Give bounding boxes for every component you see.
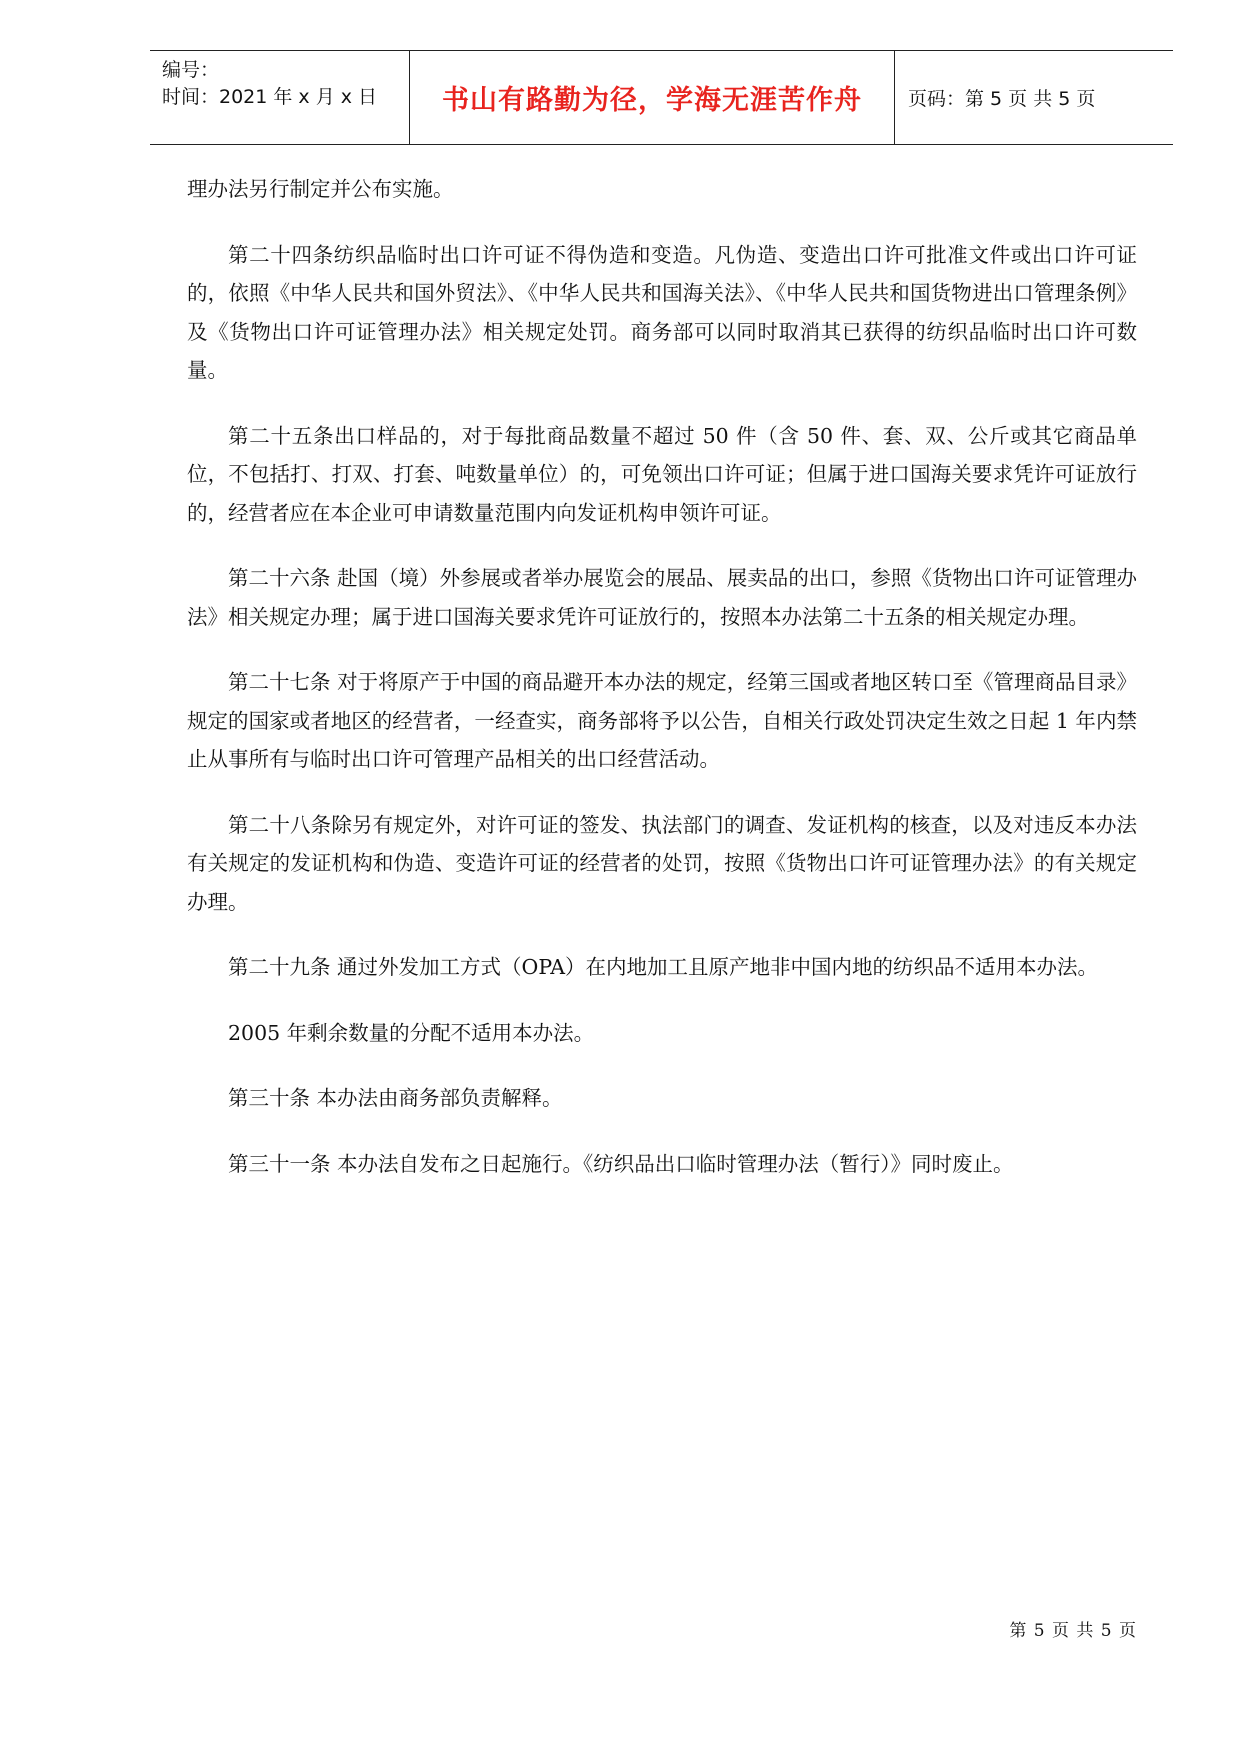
document-number-label: 编号： bbox=[162, 59, 220, 81]
paragraph: 第三十条 本办法由商务部负责解释。 bbox=[228, 1086, 563, 1110]
header-divider bbox=[894, 51, 895, 144]
paragraph: 第三十一条 本办法自发布之日起施行。《纺织品出口临时管理办法（暂行）》同时废止。 bbox=[228, 1151, 1014, 1176]
page-footer-number: 第 5 页 共 5 页 bbox=[1009, 1621, 1137, 1641]
document-time-label: 时间：2021 年 x 月 x 日 bbox=[162, 86, 378, 108]
paragraph: 第二十七条 对于将原产于中国的商品避开本办法的规定，经第三国或者地区转口至《管理商品目录》规定的国家或者地区的经营者，一经查实，商务部将予以公告，自相关行政处罚决定生效之日起 1 年内禁止从事所有与临时出口许可管理产品相关的出口经营活动。 bbox=[187, 670, 1137, 771]
header-meta bbox=[162, 57, 414, 111]
paragraph: 理办法另行制定并公布实施。 bbox=[187, 177, 454, 201]
paragraph: 第二十五条出口样品的，对于每批商品数量不超过 50 件（含 50 件、套、双、公斤或其它商品单位，不包括打、打双、打套、吨数量单位）的，可免领出口许可证；但属于进口国海关要求凭许可证放行的，经营者应在本企业可申请数量范围内向发证机构申领许可证。 bbox=[187, 423, 1137, 525]
paragraph: 第二十九条 通过外发加工方式（OPA）在内地加工且原产地非中国内地的纺织品不适用本办法。 bbox=[228, 955, 1099, 979]
document-body bbox=[187, 170, 1137, 1210]
header-motto: 书山有路勤为径，学海无涯苦作舟 bbox=[442, 85, 862, 116]
page-header bbox=[150, 50, 1173, 145]
paragraph: 2005 年剩余数量的分配不适用本办法。 bbox=[228, 1020, 595, 1045]
paragraph: 第二十六条 赴国（境）外参展或者举办展览会的展品、展卖品的出口，参照《货物出口许可证管理办法》相关规定办理；属于进口国海关要求凭许可证放行的，按照本办法第二十五条的相关规定办理。 bbox=[187, 566, 1137, 629]
paragraph: 第二十四条纺织品临时出口许可证不得伪造和变造。凡伪造、变造出口许可批准文件或出口许可证的，依照《中华人民共和国外贸法》、《中华人民共和国海关法》、《中华人民共和国货物进出口管理条例》及《货物出口许可证管理办法》相关规定处罚。商务部可以同时取消其已获得的纺织品临时出口许可数量。 bbox=[187, 242, 1137, 382]
paragraph: 第二十八条除另有规定外，对许可证的签发、执法部门的调查、发证机构的核查，以及对违反本办法有关规定的发证机构和伪造、变造许可证的经营者的处罚，按照《货物出口许可证管理办法》的有关规定办理。 bbox=[187, 812, 1137, 914]
header-page-code: 页码：第 5 页 共 5 页 bbox=[908, 88, 1096, 110]
